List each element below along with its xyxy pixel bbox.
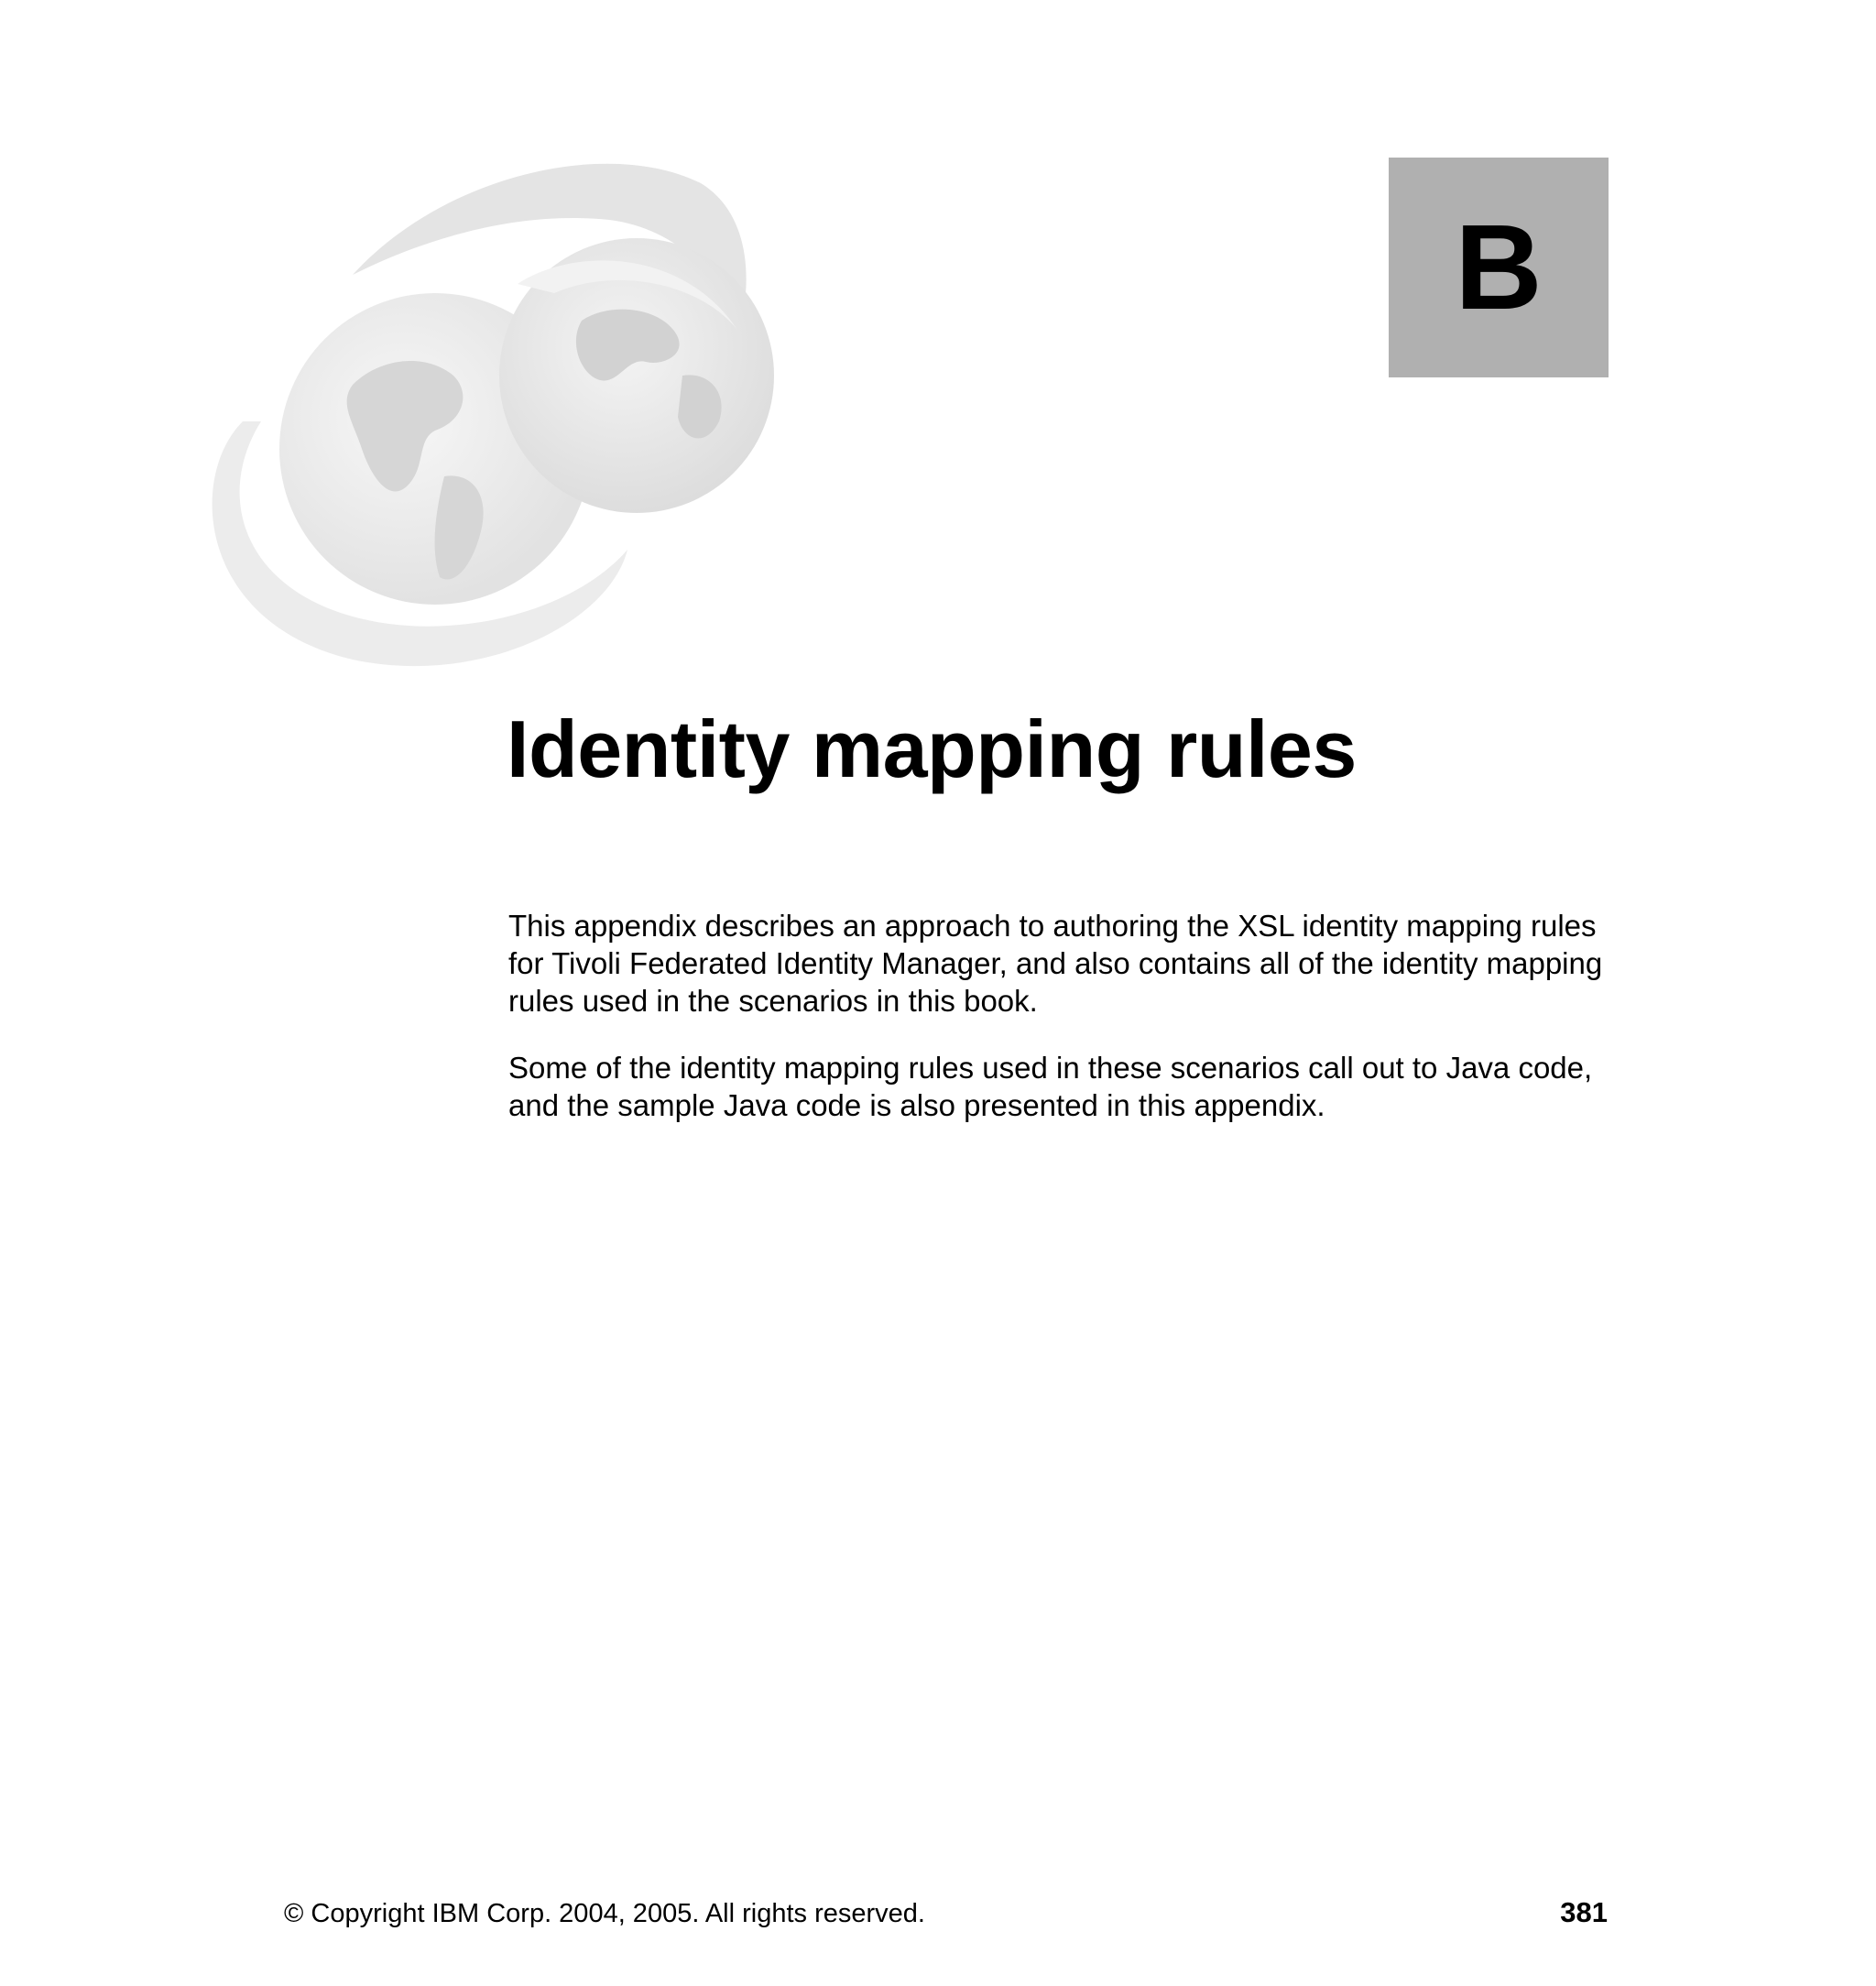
globe-swirl-icon (188, 147, 829, 678)
java-paragraph: Some of the identity mapping rules used in these scenarios call out to Java code, and the sample Java code is also presented in this appendix. (508, 1051, 1593, 1122)
page-number: 381 (1560, 1896, 1608, 1928)
copyright-notice: © Copyright IBM Corp. 2004, 2005. All rights reserved. (284, 1899, 925, 1928)
page-title: Identity mapping rules (507, 704, 1357, 794)
appendix-letter-box (1389, 158, 1609, 377)
intro-paragraph: This appendix describes an approach to authoring the XSL identity mapping rules for Tivoli Federated Identity Manager, and also contains all of the identity mapping rules used in the scenarios in this book. (508, 909, 1603, 1018)
page-footer (284, 1896, 1608, 1929)
body-text (508, 907, 1617, 1153)
appendix-letter: B (1455, 200, 1543, 334)
